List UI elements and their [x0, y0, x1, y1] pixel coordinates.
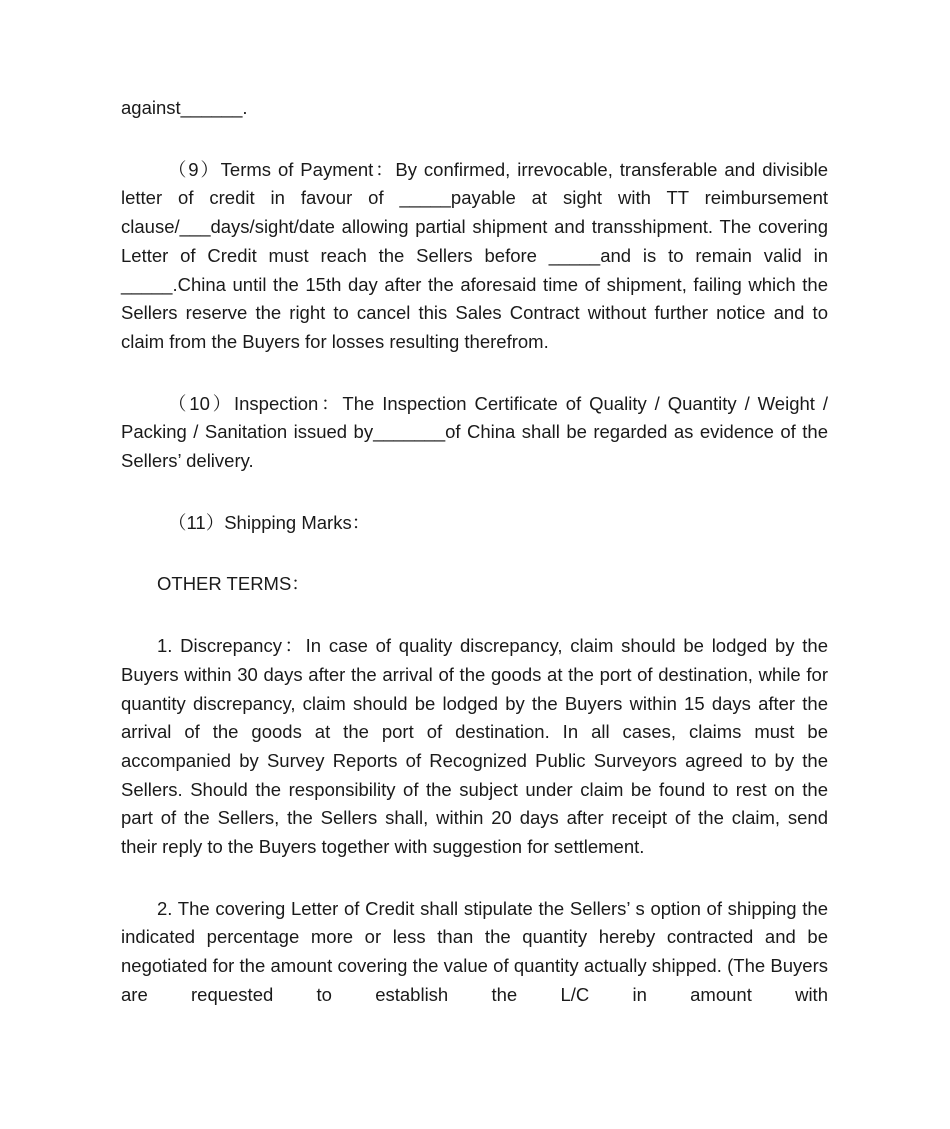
against-line: against______.	[121, 97, 248, 118]
inspection-paragraph: （10）Inspection：The Inspection Certificate of Quality / Quantity / Weight / Packing / Sanitation issued by_______of China shall be regarded as evidence of the Sellers’ delivery.	[121, 392, 828, 472]
terms-of-payment-paragraph: （9）Terms of Payment：By confirmed, irrevocable, transferable and divisible letter of credit in favour of _____payable at sight with TT reimbursement clause/___days/sight/date allowing partial shipment and transshipment. The covering Letter of Credit must reach the Sellers before _____and is to remain valid in _____.China until the 15th day after the aforesaid time of shipment, failing which the Sellers reserve the right to cancel this Sales Contract without further notice and to claim from the Buyers for losses resulting therefrom.	[121, 158, 828, 352]
document-page	[121, 94, 828, 1010]
other-terms-heading: OTHER TERMS：	[157, 573, 310, 595]
shipping-marks-line: （11）Shipping Marks：	[168, 511, 371, 533]
letter-of-credit-paragraph: 2. The covering Letter of Credit shall stipulate the Sellers’ s option of shipping the indicated percentage more or less than the quantity hereby contracted and be negotiated for the amount covering the value of quantity actually shipped. (The Buyers are requested to establish the L/C in amount with	[121, 897, 828, 1005]
discrepancy-paragraph: 1. Discrepancy：In case of quality discrepancy, claim should be lodged by the Buyers within 30 days after the arrival of the goods at the port of destination, while for quantity discrepancy, claim should be lodged by the Buyers within 15 days after the arrival of the goods at the port of destination. In all cases, claims must be accompanied by Survey Reports of Recognized Public Surveyors agreed to by the Sellers. Should the responsibility of the subject under claim be found to rest on the part of the Sellers, the Sellers shall, within 20 days after receipt of the claim, send their reply to the Buyers together with suggestion for settlement.	[121, 635, 828, 858]
